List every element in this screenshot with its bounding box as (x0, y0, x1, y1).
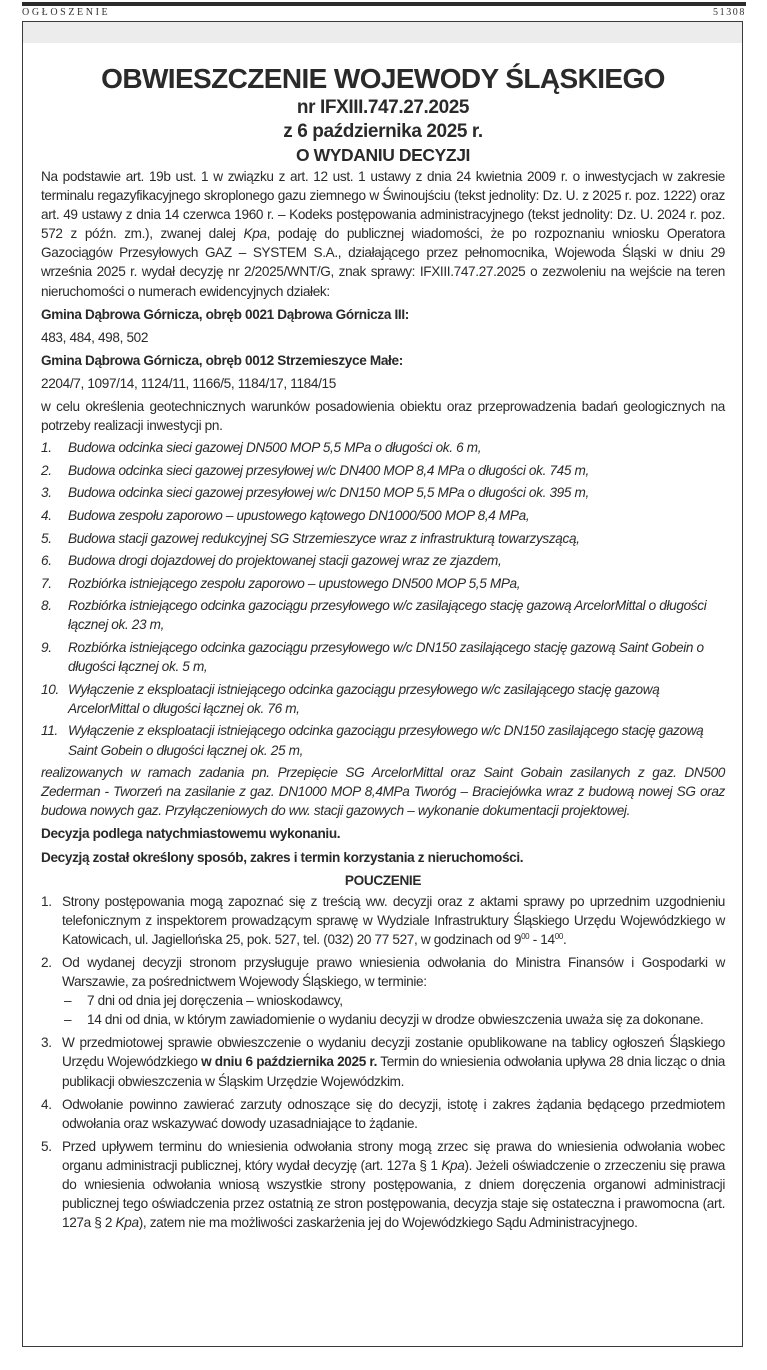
item-number: 8. (41, 598, 52, 614)
item-text-part: - 14 (529, 931, 555, 947)
item-text: Wyłączenie z eksploatacji istniejącego odcinka gazociągu przesyłowego w/c zasilającego stację gazową ArcelorMittal o długości łącznej ok. 76 m, (68, 681, 660, 716)
item-number: 2. (41, 954, 52, 970)
kpa-abbrev: Kpa (115, 1215, 139, 1231)
announcement-subject: O WYDANIU DECYZJI (295, 145, 471, 165)
item-number: 5. (41, 1138, 52, 1154)
intro-text-2: , podaję do publicznej wiadomości, że po rozpoznaniu wniosku Operatora Gazociągów Przesyłowych GAZ – SYSTEM S.A., działającego przez pełnomocnika, Wojewoda Śląski w dniu 29 września 2025 r. wydał decyzję nr 2/2025/WNT/G, znak sprawy: IFXIII.747.27.2025 o zezwoleniu na wejście na teren nieruchomości o numerach ewidencyjnych działek: (41, 226, 725, 299)
item-number: 1. (41, 893, 52, 909)
list-item (41, 506, 725, 525)
parcel-numbers-1: 483, 484, 498, 502 (41, 329, 149, 345)
list-item (41, 438, 725, 457)
list-item (41, 461, 725, 480)
list-item (41, 574, 725, 593)
list-item (41, 1095, 725, 1133)
list-item (41, 1137, 725, 1232)
task-paragraph: realizowanych w ramach zadania pn. Przepięcie SG ArcelorMittal oraz Saint Gobain zasilanych z gaz. DN500 Zederman - Tworzeń na zasilanie z gaz. DN1000 MOP 8,4MPa Tworóg – Braciejówka wraz z budową nowej SG oraz budowa nowych gaz. Przyłączeniowych do ww. stacji gazowych – wykonanie dokumentacji projektowej. (41, 765, 725, 819)
item-text-part: Termin do wniesienia odwołania upływa 28 dnia licząc o dnia publikacji obwieszczenia w Śląskim Urzędzie Wojewódzkim. (62, 1054, 725, 1089)
item-number: 6. (41, 553, 52, 569)
list-item (41, 1033, 725, 1090)
item-number: 1. (41, 440, 52, 456)
list-item (41, 638, 725, 676)
announcement-frame (22, 21, 743, 1347)
item-text: Rozbiórka istniejącego odcinka gazociągu przesyłowego w/c DN150 zasilającego stację gazową Saint Gobein o długości łącznej ok. 5 m, (68, 640, 704, 675)
item-text-part: Strony postępowania mogą zapoznać się z treścią ww. decyzji oraz z aktami sprawy po uprzednim uzgodnieniu telefonicznym z inspektorem prowadzącym sprawę w Wydziale Infrastruktury Śląskiego Urzędu Wojewódzkiego w Katowicach, ul. Jagiellońska 25, pok. 527, tel. (032) 20 77 527, w godzinach od 9 (62, 893, 725, 947)
dash-text: 7 dni od dnia jej doręczenia – wnioskodawcy, (87, 993, 343, 1009)
dash-item (62, 991, 725, 1010)
dash-item (62, 1010, 725, 1029)
item-text: Budowa drogi dojazdowej do projektowanej stacji gazowej wraz ze zjazdem, (68, 553, 502, 569)
page-number: 51308 (713, 7, 746, 18)
item-text (62, 953, 725, 1029)
announcement-date: z 6 października 2025 r. (283, 121, 483, 142)
item-text: Budowa stacji gazowej redukcyjnej SG Strzemieszyce wraz z infrastrukturą towarzyszącą, (68, 530, 580, 546)
statement-scope: Decyzją został określony sposób, zakres i termin korzystania z nieruchomości. (41, 849, 524, 865)
item-text: Rozbiórka istniejącego zespołu zaporowo – upustowego DN500 MOP 5,5 MPa, (68, 575, 521, 591)
item-text: Budowa zespołu zaporowo – upustowego kątowego DN1000/500 MOP 8,4 MPa, (68, 508, 530, 523)
header-band (23, 22, 742, 43)
hour-superscript: 00 (521, 931, 530, 941)
intro-paragraph (41, 167, 725, 301)
item-text: Budowa odcinka sieci gazowej DN500 MOP 5,5 MPa o długości ok. 6 m, (68, 440, 482, 456)
item-number: 5. (41, 530, 52, 546)
dash-bullet: – (64, 1012, 72, 1028)
list-item (41, 529, 725, 548)
announcement-title: OBWIESZCZENIE WOJEWODY ŚLĄSKIEGO (101, 63, 665, 94)
hour-superscript: 00 (554, 931, 563, 941)
list-item (41, 551, 725, 570)
list-item (41, 953, 725, 1029)
item-text (62, 1033, 725, 1090)
list-item (41, 483, 725, 502)
item-text: Rozbiórka istniejącego odcinka gazociągu przesyłowego w/c zasilającego stację gazową ArcelorMittal o długości łącznej ok. 23 m, (68, 598, 707, 633)
announcement-body (41, 60, 725, 1236)
parcel-heading-1: Gmina Dąbrowa Górnicza, obręb 0021 Dąbrowa Górnicza III: (41, 306, 409, 322)
list-item (41, 892, 725, 949)
item-text-part: ), zatem nie ma możliwości zaskarżenia jej do Wojewódzkiego Sądu Administracyjnego. (138, 1215, 638, 1231)
parcel-numbers-2: 2204/7, 1097/14, 1124/11, 1166/5, 1184/17, 1184/15 (41, 375, 336, 391)
statement-immediate-execution: Decyzja podlega natychmiastowemu wykonaniu. (41, 826, 341, 842)
item-text-part: Przed upływem terminu do wniesienia odwołania strony mogą zrzec się prawa do wniesienia odwołania wobec organu administracji publicznej, który wydał decyzję (art. 127a § 1 (62, 1138, 725, 1173)
item-number: 3. (41, 1035, 52, 1051)
works-list (41, 438, 725, 759)
parcel-heading-2: Gmina Dąbrowa Górnicza, obręb 0012 Strzemieszyce Małe: (41, 352, 403, 368)
announcement-number: nr IFXIII.747.27.2025 (296, 97, 470, 118)
item-text-part: Od wydanej decyzji stronom przysługuje prawo wniesienia odwołania do Ministra Finansów i Gospodarki w Warszawie, za pośrednictwem Wojewody Śląskiego, w terminie: (62, 954, 725, 990)
item-number: 7. (41, 575, 52, 591)
running-head (22, 7, 746, 19)
dash-text: 14 dni od dnia, w którym zawiadomienie o wydaniu decyzji w drodze obwieszczenia uważa się za dokonane. (87, 1012, 704, 1028)
publication-date: w dniu 6 października 2025 r. (201, 1054, 378, 1070)
list-item (41, 680, 725, 718)
item-number: 10. (41, 681, 59, 697)
item-text: Odwołanie powinno zawierać zarzuty odnoszące się do decyzji, istotę i zakres żądania będącego przedmiotem odwołania oraz wskazywać dowody uzasadniające to żądanie. (62, 1096, 725, 1131)
item-number: 4. (41, 508, 52, 523)
top-rule (22, 2, 746, 6)
item-text (62, 892, 725, 949)
item-number: 3. (41, 485, 52, 501)
item-text (62, 1137, 725, 1232)
section-label: OGŁOSZENIE (22, 7, 111, 18)
item-number: 2. (41, 462, 52, 478)
instruction-list (41, 892, 725, 1233)
item-text-part: . (562, 931, 567, 947)
kpa-abbrev: Kpa (243, 226, 267, 242)
kpa-abbrev: Kpa (441, 1157, 465, 1173)
item-text: Wyłączenie z eksploatacji istniejącego odcinka gazociągu przesyłowego w/c DN150 zasilającego stację gazową Saint Gobein o długości łącznej ok. 25 m, (68, 723, 704, 758)
intro-text-1: Na podstawie art. 19b ust. 1 w związku z art. 12 ust. 1 ustawy z dnia 24 kwietnia 2009 r. o inwestycjach w zakresie terminalu regazyfikacyjnego skroplonego gazu ziemnego w Świnoujściu (tekst jednolity: Dz. U. z 2025 r. poz. 1222) oraz art. 49 ustawy z dnia 14 czerwca 1960 r. – Kodeks postępowania administracyjnego (tekst jednolity: Dz. U. 2024 r. poz. 572 z późn. zm.), zwanej dalej (41, 169, 725, 242)
item-text-part: W przedmiotowej sprawie obwieszczenie o wydaniu decyzji zostanie opublikowane na tablicy ogłoszeń Śląskiego Urzędu Wojewódzkiego (62, 1035, 725, 1070)
dash-bullet: – (64, 993, 72, 1009)
instruction-heading: POUCZENIE (344, 872, 422, 888)
item-number: 4. (41, 1096, 52, 1112)
item-text: Budowa odcinka sieci gazowej przesyłowej w/c DN150 MOP 5,5 MPa o długości ok. 395 m, (68, 485, 589, 501)
item-number: 11. (41, 723, 58, 739)
purpose-paragraph: w celu określenia geotechnicznych warunków posadowienia obiektu oraz przeprowadzenia badań geologicznych na potrzeby realizacji inwestycji pn. (41, 399, 725, 434)
list-item (41, 596, 725, 634)
item-text-part: ). Jeżeli oświadczenie o zrzeczeniu się prawa do wniesienia odwołania wniosą wszystkie strony postępowania, z dniem doręczenia organowi administracji publicznej tego oświadczenia przez ostatnią ze stron postępowania, decyzja staje się ostateczna i prawomocna (art. 127a § 2 (62, 1157, 726, 1231)
item-number: 9. (41, 640, 52, 656)
list-item (41, 721, 725, 759)
item-text: Budowa odcinka sieci gazowej przesyłowej w/c DN400 MOP 8,4 MPa o długości ok. 745 m, (68, 462, 589, 478)
